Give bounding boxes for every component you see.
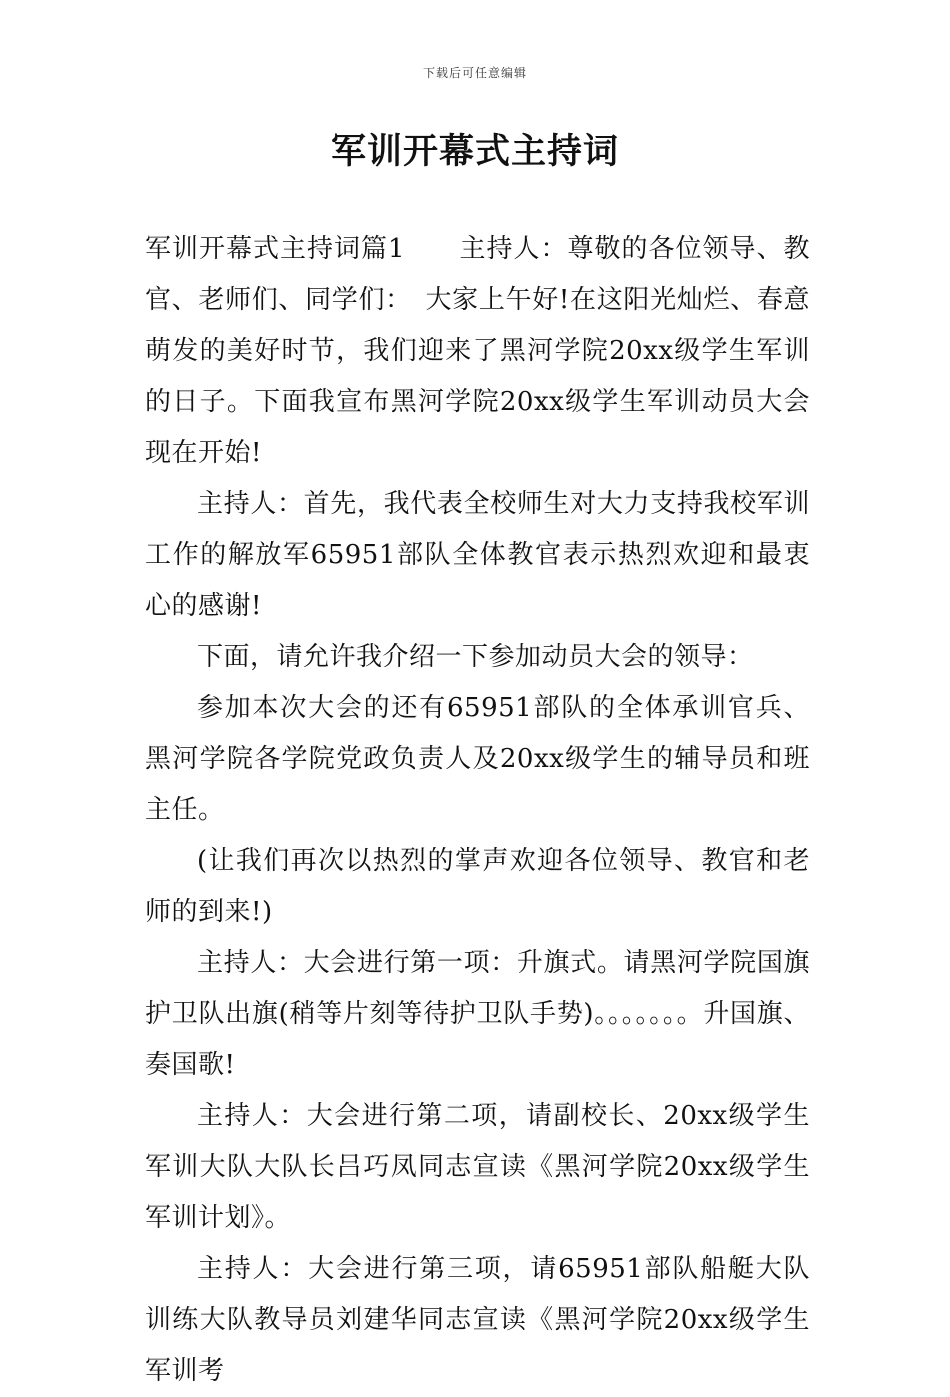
paragraph: 主持人：首先，我代表全校师生对大力支持我校军训工作的解放军65951部队全体教官表示热烈欢迎和最衷心的感谢! bbox=[145, 489, 810, 621]
paragraph: 参加本次大会的还有65951部队的全体承训官兵、黑河学院各学院党政负责人及20xx级学生的辅导员和班主任。 bbox=[145, 693, 810, 825]
header-note: 下载后可任意编辑 bbox=[422, 66, 527, 80]
paragraph: (让我们再次以热烈的掌声欢迎各位领导、教官和老师的到来!) bbox=[145, 846, 810, 927]
paragraph: 下面，请允许我介绍一下参加动员大会的领导： bbox=[197, 642, 754, 672]
paragraph: 主持人：大会进行第三项，请65951部队船艇大队训练大队教导员刘建华同志宣读《黑河学院20xx级学生军训考 bbox=[145, 1254, 810, 1386]
paragraph-intro: 军训开幕式主持词篇1 主持人：尊敬的各位领导、教官、老师们、同学们： 大家上午好!在这阳光灿烂、春意萌发的美好时节，我们迎来了黑河学院20xx级学生军训的日子。下面我宣布黑河学院20xx级学生军训动员大会现在开始! bbox=[145, 234, 810, 468]
document-body bbox=[145, 224, 810, 1397]
paragraph: 主持人：大会进行第一项：升旗式。请黑河学院国旗护卫队出旗(稍等片刻等待护卫队手势)。。。。。。。升国旗、奏国歌! bbox=[145, 948, 810, 1080]
paragraph: 主持人：大会进行第二项，请副校长、20xx级学生军训大队大队长吕巧凤同志宣读《黑河学院20xx级学生军训计划》。 bbox=[145, 1101, 810, 1233]
document-title: 军训开幕式主持词 bbox=[330, 132, 619, 172]
